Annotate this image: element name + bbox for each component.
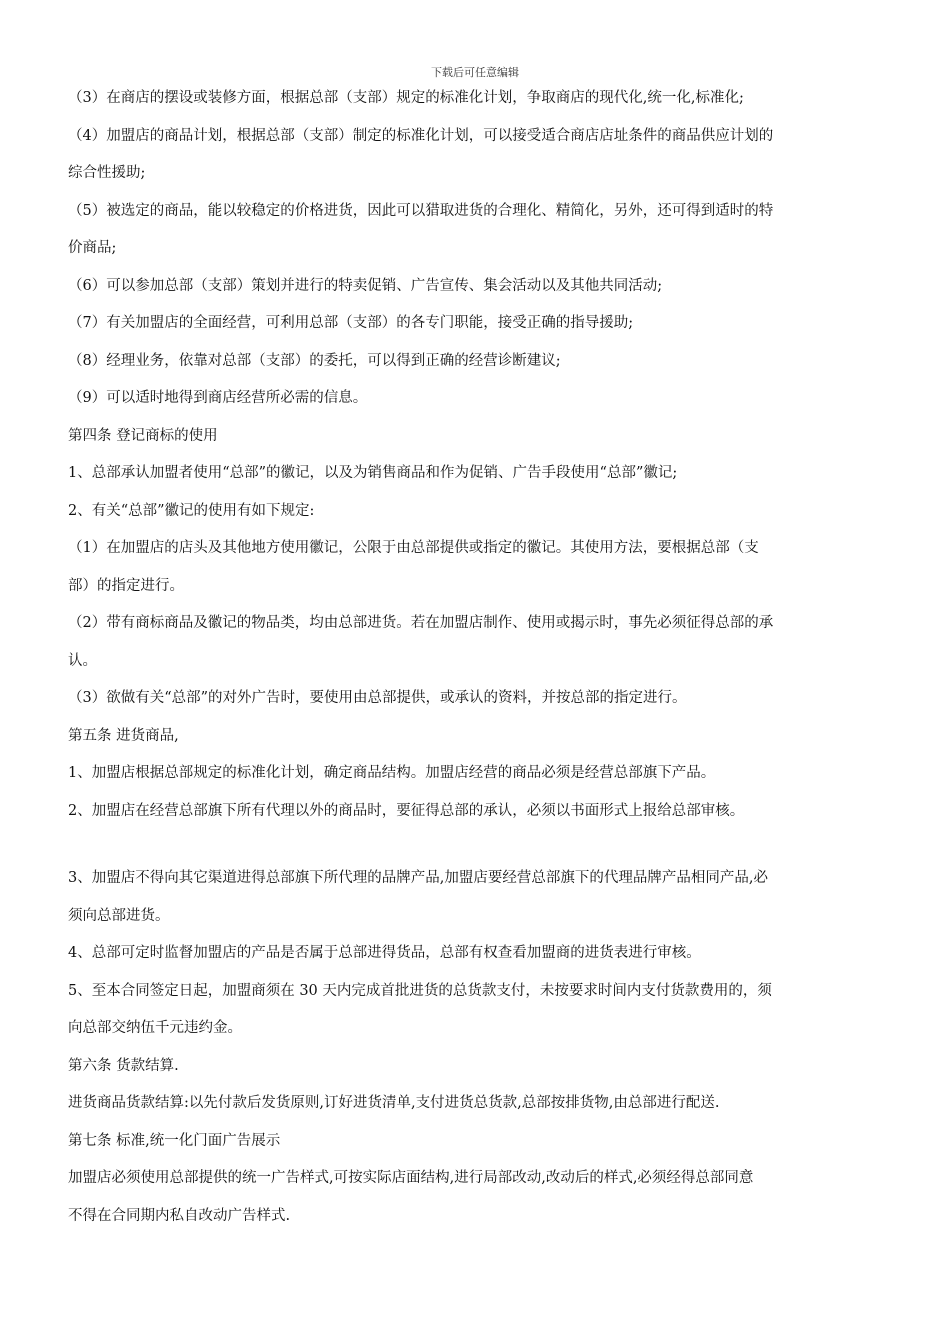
clause-5-line-2: 价商品; <box>68 240 117 256</box>
document-body <box>68 80 888 1235</box>
clause-4-line-2: 综合性援助; <box>68 165 146 181</box>
article-4-sub-3: （3）欲做有关“总部”的对外广告时，要使用由总部提供，或承认的资料，并按总部的指定进行。 <box>68 690 687 706</box>
article-5-item-2: 2、加盟店在经营总部旗下所有代理以外的商品时，要征得总部的承认，必须以书面形式上报给总部审核。 <box>68 802 745 819</box>
article-4-item-2: 2、有关“总部”徽记的使用有如下规定: <box>68 502 315 519</box>
article-7-title: 第七条 标准,统一化门面广告展示 <box>68 1132 281 1149</box>
clause-4-line-1: （4）加盟店的商品计划，根据总部（支部）制定的标准化计划，可以接受适合商店店址条件的商品供应计划的 <box>68 127 774 144</box>
article-5-item-5-line-1: 5、至本合同签定日起，加盟商须在 30 天内完成首批进货的总货款支付，未按要求时间内支付货款费用的，须 <box>68 982 772 999</box>
article-6-item-1: 进货商品货款结算:以先付款后发货原则,订好进货清单,支付进货总货款,总部按排货物,由总部进行配送. <box>68 1095 720 1111</box>
page-break-gap <box>68 830 888 860</box>
article-5-item-3-line-1: 3、加盟店不得向其它渠道进得总部旗下所代理的品牌产品,加盟店要经营总部旗下的代理品牌产品相同产品,必 <box>68 870 768 886</box>
article-7-item-1-line-1: 加盟店必须使用总部提供的统一广告样式,可按实际店面结构,进行局部改动,改动后的样式,必须经得总部同意 <box>68 1170 754 1186</box>
article-4-title: 第四条 登记商标的使用 <box>68 427 218 444</box>
article-5-item-4: 4、总部可定时监督加盟店的产品是否属于总部进得货品，总部有权查看加盟商的进货表进行审核。 <box>68 945 701 961</box>
watermark-text: 下载后可任意编辑 <box>431 66 519 79</box>
article-4-item-1: 1、总部承认加盟者使用“总部”的徽记，以及为销售商品和作为促销、广告手段使用“总部”徽记; <box>68 465 678 481</box>
article-7-item-1-line-2: 不得在合同期内私自改动广告样式. <box>68 1207 291 1224</box>
article-5-title: 第五条 进货商品, <box>68 727 179 744</box>
clause-6-line-1: （6）可以参加总部（支部）策划并进行的特卖促销、广告宣传、集会活动以及其他共同活动; <box>68 277 663 294</box>
article-4-sub-1-line-1: （1）在加盟店的店头及其他地方使用徽记，公限于由总部提供或指定的徽记。其使用方法，要根据总部（支 <box>68 540 759 556</box>
article-4-sub-1-line-2: 部）的指定进行。 <box>68 577 184 594</box>
clause-3-line-1: （3）在商店的摆设或装修方面，根据总部（支部）规定的标准化计划，争取商店的现代化,统一化,标准化; <box>68 90 744 106</box>
article-5-item-1: 1、加盟店根据总部规定的标准化计划，确定商品结构。加盟店经营的商品必须是经营总部旗下产品。 <box>68 765 716 781</box>
clause-8-line-1: （8）经理业务，依靠对总部（支部）的委托，可以得到正确的经营诊断建议; <box>68 352 561 369</box>
clause-9-line-1: （9）可以适时地得到商店经营所必需的信息。 <box>68 390 368 406</box>
article-4-sub-2-line-1: （2）带有商标商品及徽记的物品类，均由总部进货。若在加盟店制作、使用或揭示时，事先必须征得总部的承 <box>68 615 774 631</box>
article-6-title: 第六条 货款结算. <box>68 1057 179 1074</box>
clause-7-line-1: （7）有关加盟店的全面经营，可利用总部（支部）的各专门职能，接受正确的指导援助; <box>68 315 634 331</box>
article-5-item-3-line-2: 须向总部进货。 <box>68 907 170 924</box>
article-4-sub-2-line-2: 认。 <box>68 652 97 669</box>
clause-5-line-1: （5）被选定的商品，能以较稳定的价格进货，因此可以猎取进货的合理化、精简化，另外，还可得到适时的特 <box>68 202 774 219</box>
article-5-item-5-line-2: 向总部交纳伍千元违约金。 <box>68 1020 242 1036</box>
